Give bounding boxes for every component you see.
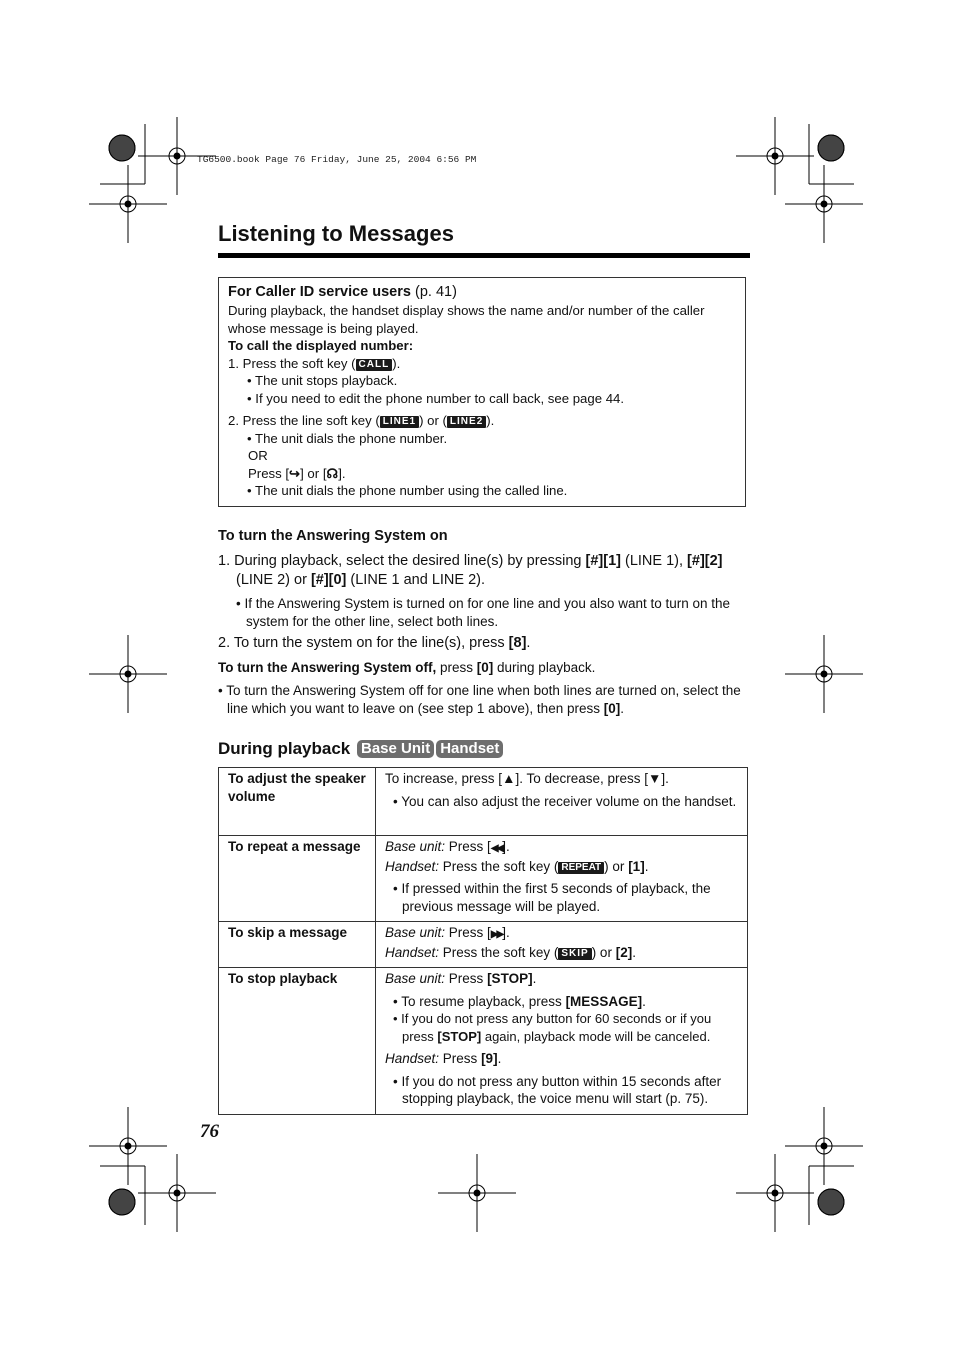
row-content: Base unit: Press [◀◀]. Handset: Press the soft key ( REPEAT ) or [1]. • If pressed within the first 5 seconds of playback, the previous message will be played. [376,836,748,922]
callout-step-1-bullet: • If you need to edit the phone number to call back, see page 44. [247,390,625,406]
callout-heading: For Caller ID service users (p. 41) [228,284,457,300]
page-number: 76 [200,1121,219,1142]
fast-forward-icon: ▶▶ [490,929,503,940]
callout-intro: During playback, the handset display shows the name and/or number of the caller whose message is being played. [228,303,705,336]
table-row [219,768,748,836]
line2-key: LINE2 [447,416,486,428]
down-arrow-icon: ▼ [648,771,662,786]
callout-step-1-bullet: • The unit stops playback. [247,373,398,388]
step-1: 1. During playback, select the desired line(s) by pressing [#][1] (LINE 1), [#][2] (LINE 2) or [#][0] (LINE 1 and LINE 2). [218,552,723,588]
answering-off-line: To turn the Answering System off, press [0] during playback. [218,660,596,675]
caller-id-callout [218,277,746,507]
row-content: Base unit: Press [STOP]. • To resume playback, press [MESSAGE]. • If you do not press any button for 60 seconds or if you press [STOP] again, playback mode will be canceled. Handset: Press [9]. • If you do not press any button within 15 seconds after stopping playback, the voice menu will start (p. 75). [376,968,748,1115]
base-unit-badge: Base Unit [357,740,434,758]
answering-off-bullet: • To turn the Answering System off for one line when both lines are turned on, select the line which you want to leave on (see step 1 above), then press [0]. [218,683,741,716]
printer-mark [174,1190,180,1196]
repeat-key: REPEAT [558,862,604,874]
handset-badge: Handset [436,740,503,758]
printer-mark [125,671,131,677]
line1-key: LINE1 [380,416,419,428]
table-row [219,836,748,922]
printer-mark [474,1190,480,1196]
callout-press-alt: Press [↪] or [☊]. [248,465,346,481]
callout-step-1: 1. Press the soft key ( CALL ). [228,355,401,371]
page-title: Listening to Messages [218,221,454,246]
rewind-icon: ◀◀ [490,843,503,854]
callout-step-2-bullet: • The unit dials the phone number using the called line. [247,483,568,498]
callout-step-2-bullet: • The unit dials the phone number. [247,430,448,446]
talk-icon: ↪ [289,465,301,481]
playback-operations-table [218,767,748,1115]
print-header: TG6500.book Page 76 Friday, June 25, 2004 6:56 PM [197,154,477,165]
row-label: To repeat a message [219,836,376,922]
printer-mark [125,201,131,207]
callout-step-2: 2. Press the line soft key ( LINE1 ) or ( LINE2 ). [228,413,495,428]
up-arrow-icon: ▲ [502,771,516,786]
printer-mark [821,201,827,207]
printer-mark [821,1143,827,1149]
printer-mark [125,1143,131,1149]
row-label: To stop playback [219,968,376,1115]
step-1-bullet: • If the Answering System is turned on for one line and you also want to turn on the system for the other line, select both lines. [236,595,731,629]
callout-or: OR [248,448,268,463]
callout-subhead: To call the displayed number: [228,338,414,353]
row-label: To skip a message [219,922,376,968]
printer-mark [174,153,180,159]
printer-mark [772,1190,778,1196]
title-rule [218,253,750,258]
table-row [219,922,748,968]
during-playback-heading: During playback Base Unit Handset [218,739,503,759]
section-heading: To turn the Answering System on [218,528,448,544]
table-row [219,968,748,1115]
row-content: Base unit: Press [▶▶]. Handset: Press the soft key ( SKIP ) or [2]. [376,922,748,968]
step-2: 2. To turn the system on for the line(s), press [8]. [218,634,531,651]
row-content: To increase, press [▲]. To decrease, press [▼]. • You can also adjust the receiver volume on the handset. [376,768,748,836]
answering-on-section [218,527,750,718]
speakerphone-icon: ☊ [326,465,339,481]
skip-key: SKIP [558,948,591,960]
printer-mark [821,671,827,677]
printer-mark [772,153,778,159]
row-label: To adjust the speaker volume [219,768,376,836]
call-key: CALL [356,359,393,371]
